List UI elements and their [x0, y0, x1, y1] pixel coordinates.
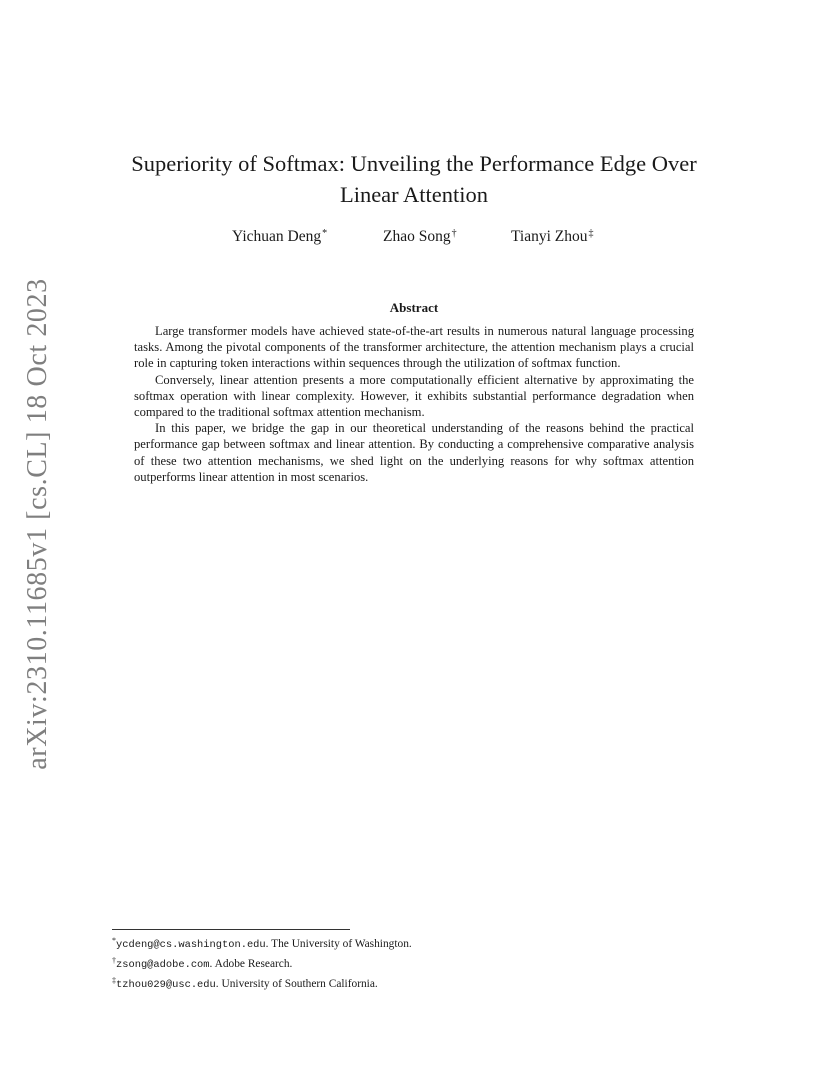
- footnote-divider: [112, 929, 350, 930]
- email-link[interactable]: ycdeng@cs.washington.edu: [116, 939, 266, 951]
- abstract-paragraph: In this paper, we bridge the gap in our theoretical understanding of the reasons behind the practical performance gap between softmax and linear attention. By conducting a comprehensive comparative analysis of these two attention mechanisms, we shed light on the underlying reasons for why softmax attention outperforms linear attention in most scenarios.: [134, 421, 694, 484]
- author-deng: [232, 228, 327, 246]
- author-zhou: [511, 228, 594, 246]
- affiliation: . University of Southern California.: [215, 978, 378, 991]
- author-footnote-mark: ‡: [588, 228, 594, 239]
- author-footnote-mark: †: [451, 228, 457, 239]
- footnote-mark: ‡: [112, 976, 116, 986]
- arxiv-identifier-stamp: arXiv:2310.11685v1 [cs.CL] 18 Oct 2023: [22, 278, 53, 770]
- abstract-paragraph: Large transformer models have achieved state-of-the-art results in numerous natural language processing tasks. Among the pivotal components of the transformer architecture, the attention mechanism plays a crucial role in capturing token interactions within sequences through the utilization of softmax function.: [134, 324, 694, 371]
- footnotes: [112, 933, 732, 994]
- author-footnote-mark: *: [322, 228, 328, 239]
- footnote-zhou: [112, 973, 732, 993]
- footnote-mark: †: [112, 956, 116, 966]
- abstract-heading: Abstract: [389, 300, 439, 315]
- email-link[interactable]: tzhou029@usc.edu: [116, 979, 216, 992]
- footnote-deng: [112, 933, 732, 953]
- abstract-paragraph: Conversely, linear attention presents a more computationally efficient alternative by approximating the softmax operation with linear complexity. However, it exhibits substantial performance degradation when compared to the traditional softmax attention mechanism.: [134, 372, 694, 420]
- affiliation: . Adobe Research.: [209, 958, 293, 971]
- affiliation: . The University of Washington.: [265, 938, 412, 950]
- author-name: Tianyi Zhou: [511, 228, 588, 245]
- email-link[interactable]: zsong@adobe.com: [116, 959, 210, 972]
- author-name: Zhao Song: [383, 228, 451, 245]
- footnote-mark: *: [112, 936, 116, 945]
- abstract-body: [134, 323, 694, 485]
- author-song: [383, 228, 457, 246]
- paper-title: Superiority of Softmax: Unveiling the Performance Edge Over Linear Attention: [131, 151, 697, 207]
- author-name: Yichuan Deng: [232, 228, 322, 245]
- footnote-song: [112, 953, 732, 973]
